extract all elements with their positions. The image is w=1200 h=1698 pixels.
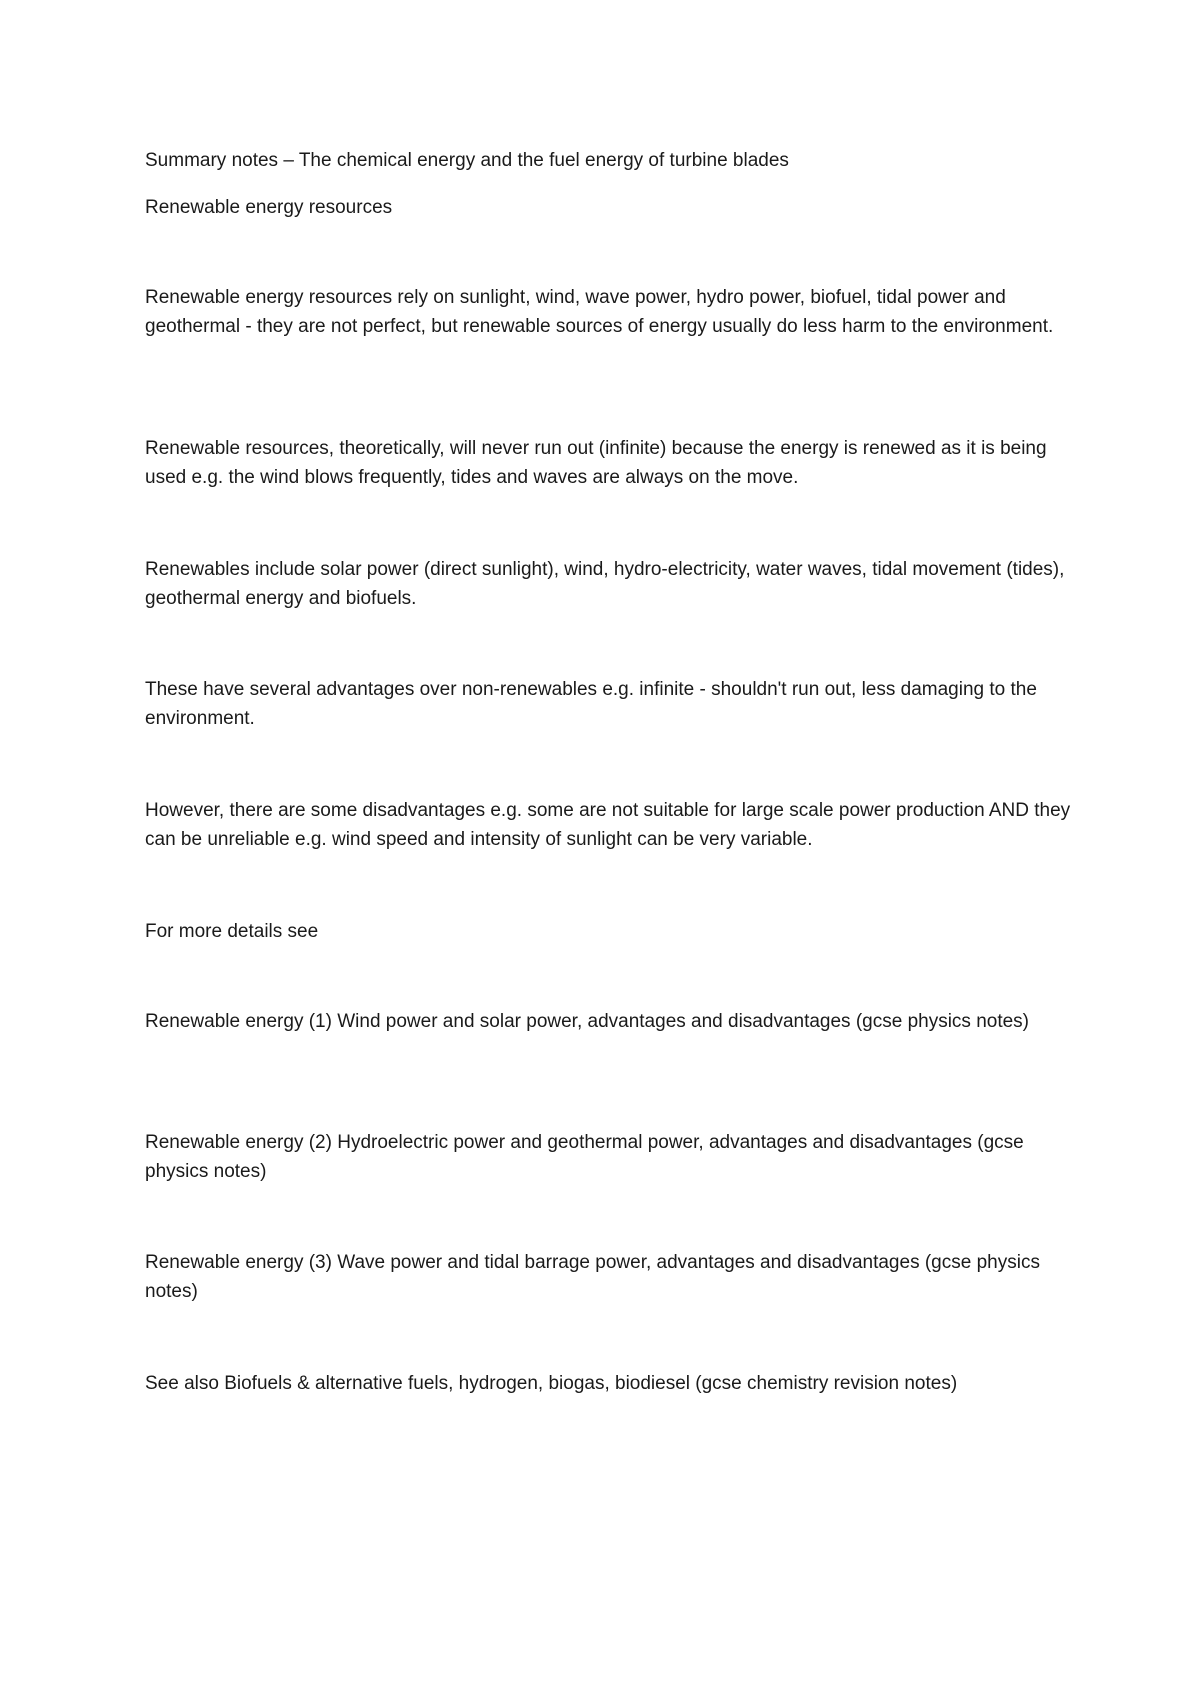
document-title: Summary notes – The chemical energy and the fuel energy of turbine blades [145,150,789,171]
paragraph-renewable-energy-3: Renewable energy (3) Wave power and tidal barrage power, advantages and disadvantages (gcse physics notes) [145,1252,1040,1302]
paragraph-advantages: These have several advantages over non-renewables e.g. infinite - shouldn't run out, less damaging to the environment. [145,679,1037,729]
paragraph-see-also: See also Biofuels & alternative fuels, hydrogen, biogas, biodiesel (gcse chemistry revision notes) [145,1373,958,1394]
document-subtitle: Renewable energy resources [145,197,393,218]
paragraph-more-details: For more details see [145,921,319,942]
paragraph-disadvantages: However, there are some disadvantages e.g. some are not suitable for large scale power production AND they can be unreliable e.g. wind speed and intensity of sunlight can be very variable. [145,800,1071,850]
paragraph-renewables-include: Renewables include solar power (direct sunlight), wind, hydro-electricity, water waves, tidal movement (tides), geothermal energy and biofuels. [145,559,1065,609]
paragraph-renewable-energy-2: Renewable energy (2) Hydroelectric power and geothermal power, advantages and disadvantages (gcse physics notes) [145,1132,1024,1182]
paragraph-infinite-resources: Renewable resources, theoretically, will never run out (infinite) because the energy is renewed as it is being used e.g. the wind blows frequently, tides and waves are always on the move. [145,438,1047,488]
paragraph-renewable-sources: Renewable energy resources rely on sunlight, wind, wave power, hydro power, biofuel, tidal power and geothermal - they are not perfect, but renewable sources of energy usually do less harm to the environment. [145,287,1054,337]
paragraph-renewable-energy-1: Renewable energy (1) Wind power and solar power, advantages and disadvantages (gcse physics notes) [145,1011,1030,1032]
